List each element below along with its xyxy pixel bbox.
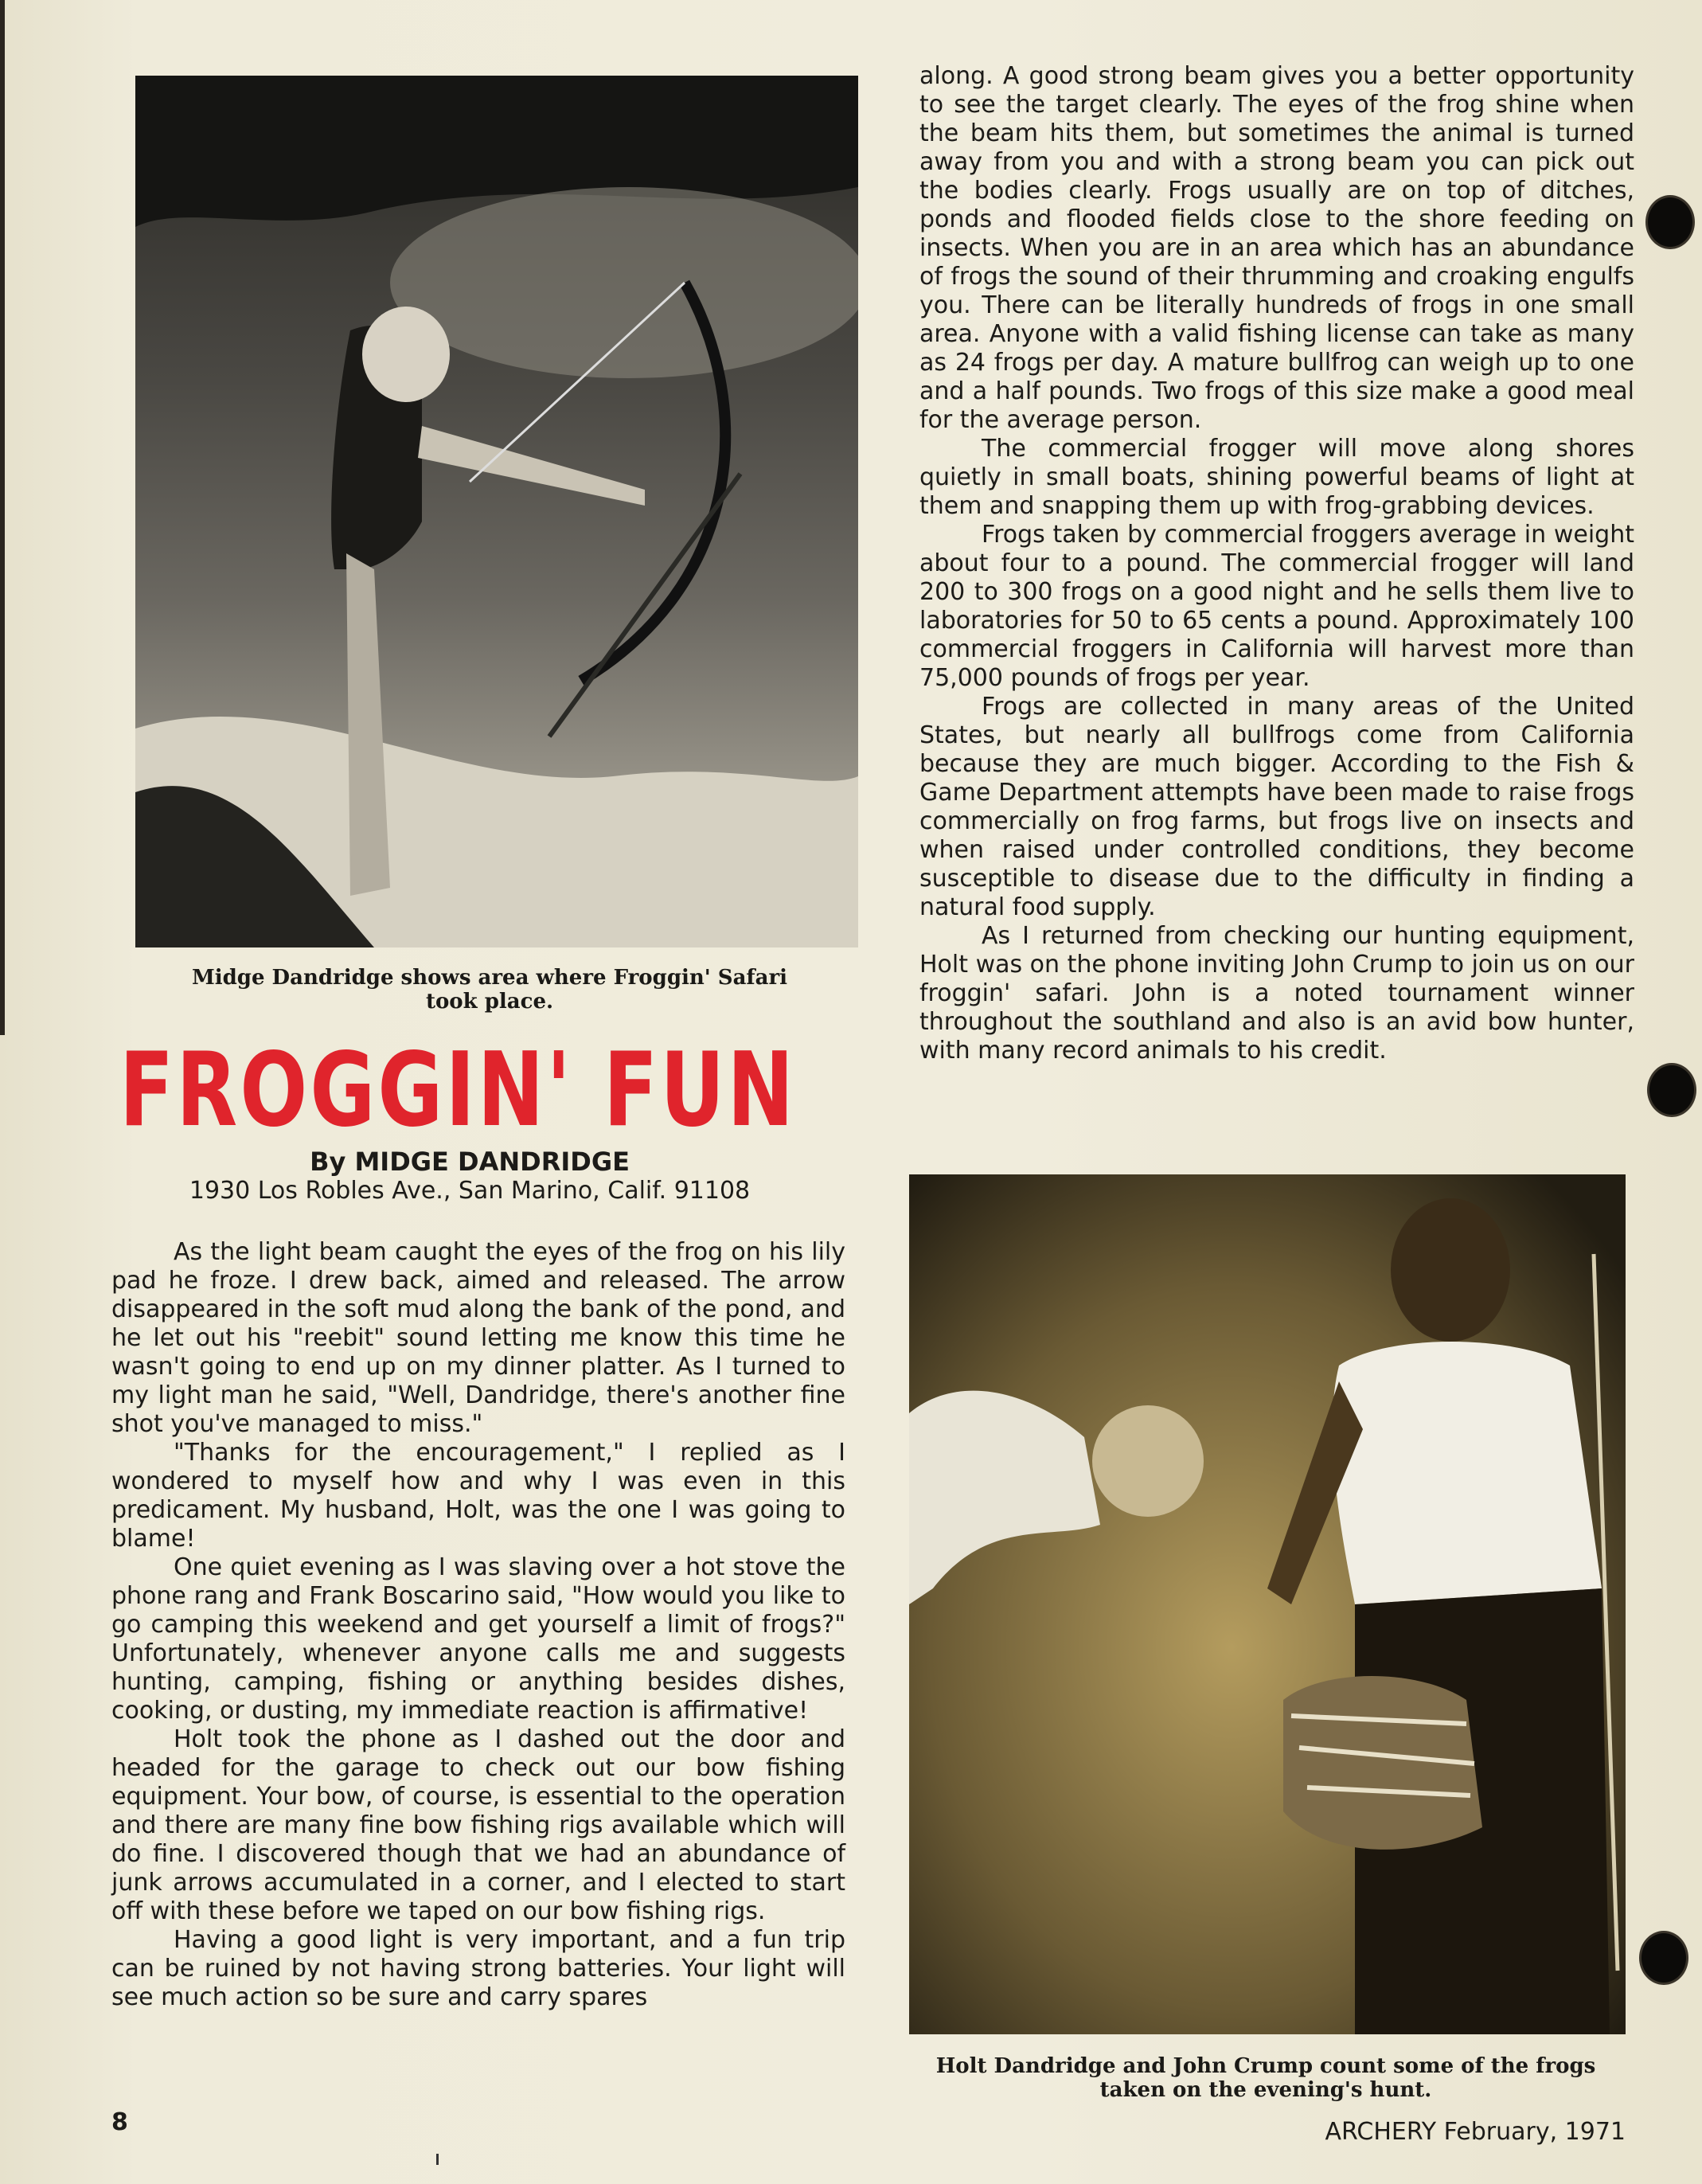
paragraph: Having a good light is very important, and a fun trip can be ruined by not having strong batteries. Your light will see much action so be sure and carry spares — [111, 1926, 845, 2011]
paragraph: Holt took the phone as I dashed out the door and headed for the garage to check out our bow fishing equipment. Your bow, of course, is essential to the operation and there are many fine bow fishing rigs available which will do fine. I discovered though that we had an abundance of junk arrows accumulated in a corner, and I elected to start off with these before we taped on our bow fishing rigs. — [111, 1725, 845, 1925]
frog-count-photo-image — [909, 1174, 1626, 2034]
page-edge-shadow — [0, 0, 5, 1035]
paragraph: The commercial frogger will move along shores quietly in small boats, shining powerful beams of light at them and snapping them up with frog-grabbing devices. — [919, 435, 1634, 520]
body-column-left — [111, 1238, 845, 2012]
article-byline: By MIDGE DANDRIDGE — [310, 1147, 630, 1177]
page-number: 8 — [111, 2108, 128, 2136]
article-title: FROGGIN' FUN — [119, 1031, 797, 1150]
magazine-footer: ARCHERY February, 1971 — [1325, 2118, 1626, 2146]
frog-count-photo — [909, 1174, 1626, 2034]
print-mark — [436, 2154, 439, 2165]
paragraph: "Thanks for the encouragement," I replied as I wondered to myself how and why I was even in this predicament. My husband, Holt, was the one I was going to blame! — [111, 1439, 845, 1553]
binder-hole — [1641, 1933, 1686, 1983]
paragraph: As I returned from checking our hunting equipment, Holt was on the phone inviting John Crump to join us on our froggin' safari. John is a noted tournament winner throughout the southland and also is an avid bow hunter, with many record animals to his credit. — [919, 922, 1634, 1065]
author-address: 1930 Los Robles Ave., San Marino, Calif. 91108 — [189, 1177, 751, 1205]
paragraph: Frogs taken by commercial froggers average in weight about four to a pound. The commercial frogger will land 200 to 300 frogs on a good night and he sells them live to laboratories for 50 to 65 cents a pound. Approximately 100 commercial froggers in California will harvest more than 75,000 pounds of frogs per year. — [919, 521, 1634, 692]
paragraph: One quiet evening as I was slaving over a hot stove the phone rang and Frank Boscarino said, "How would you like to go camping this weekend and get yourself a limit of frogs?" Unfortunately, whenever anyone calls me and suggests hunting, camping, fishing or anything besides dishes, cooking, or dusting, my immediate reaction is affirmative! — [111, 1553, 845, 1725]
archer-photo-image — [135, 76, 858, 947]
bottom-photo-caption: Holt Dandridge and John Crump count some of the frogs taken on the evening's hunt. — [935, 2054, 1596, 2102]
binder-hole — [1649, 1065, 1694, 1115]
body-column-right — [919, 62, 1634, 1065]
top-photo-caption: Midge Dandridge shows area where Froggin' Safari took place. — [191, 966, 788, 1014]
paragraph: Frogs are collected in many areas of the United States, but nearly all bullfrogs come from California because they are much bigger. According to the Fish & Game Department attempts have been made to raise frogs commercially on frog farms, but frogs live on insects and when raised under controlled conditions, they become susceptible to disease due to the difficulty in finding a natural food supply. — [919, 693, 1634, 921]
archer-photo — [135, 76, 858, 947]
paragraph: As the light beam caught the eyes of the frog on his lily pad he froze. I drew back, aimed and released. The arrow disappeared in the soft mud along the bank of the pond, and he let out his "reebit" sound letting me know this time he wasn't going to end up on my dinner platter. As I turned to my light man he said, "Well, Dandridge, there's another fine shot you've managed to miss." — [111, 1238, 845, 1438]
paragraph: along. A good strong beam gives you a better opportunity to see the target clearly. The eyes of the frog shine when the beam hits them, but sometimes the animal is turned away from you and with a strong beam you can pick out the bodies clearly. Frogs usually are on top of ditches, ponds and flooded fields close to the shore feeding on insects. When you are in an area which has an abundance of frogs the sound of their thrumming and croaking engulfs you. There can be literally hundreds of frogs in one small area. Anyone with a valid fishing license can take as many as 24 frogs per day. A mature bullfrog can weigh up to one and a half pounds. Two frogs of this size make a good meal for the average person. — [919, 62, 1634, 434]
binder-hole — [1648, 197, 1692, 247]
